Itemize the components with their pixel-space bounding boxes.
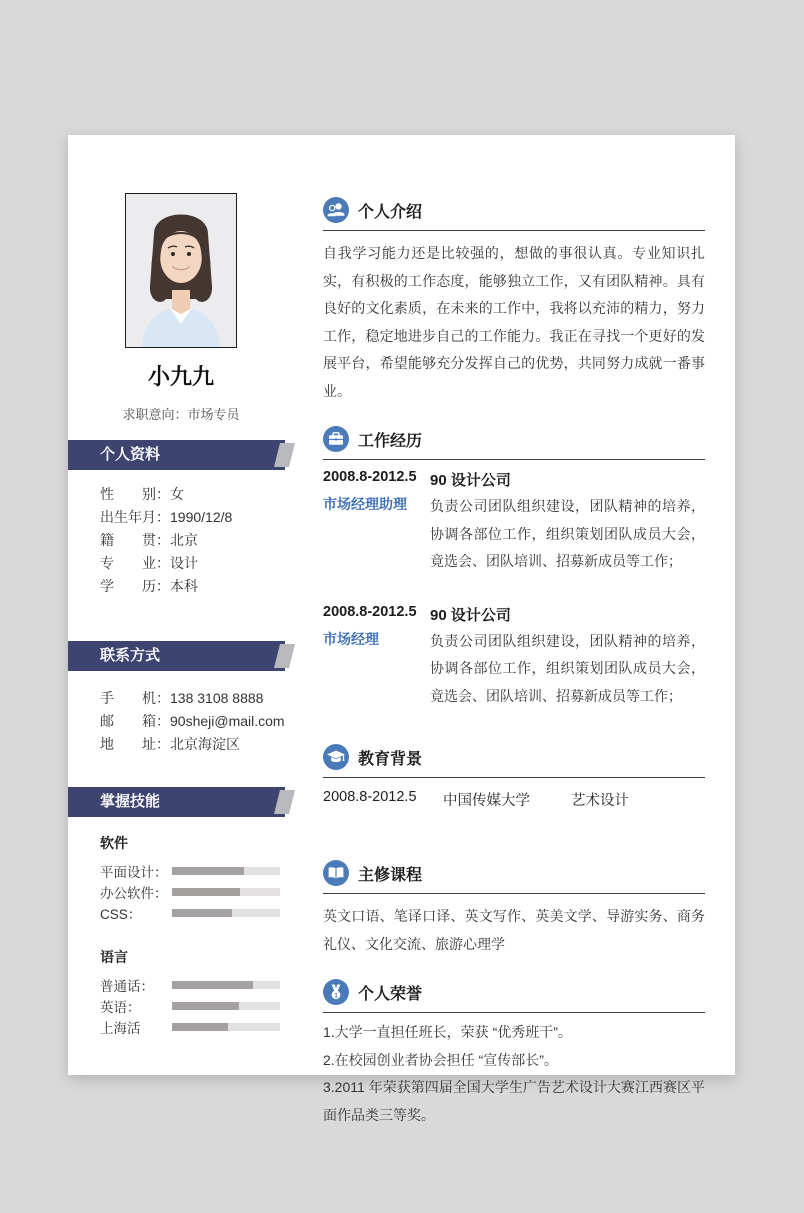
colon: ： — [156, 509, 170, 525]
info-label: 手机 — [100, 690, 156, 706]
user-icon — [323, 197, 349, 223]
section-education — [323, 744, 705, 810]
section-header — [323, 197, 705, 231]
section-courses — [323, 860, 705, 958]
courses-paragraph: 英文口语、笔译口译、英文写作、英美文学、导游实务、商务礼仪、文化交流、旅游心理学 — [323, 908, 705, 952]
section-title: 教育背景 — [358, 750, 423, 768]
skill-label: CSS： — [100, 906, 142, 922]
colon: ： — [156, 555, 170, 571]
section-title: 掌握技能 — [100, 793, 161, 810]
section-title: 个人资料 — [100, 446, 161, 463]
intro-paragraph: 自我学习能力还是比较强的，想做的事很认真。专业知识扎实，有积极的工作态度，能够独立工作，又有团队精神。具有良好的文化素质，在未来的工作中，我将以充沛的精力，努力工作，稳定地进步自己的工作能力。我正在寻找一个更好的发展平台，希望能够充分发挥自己的优势，共同努力成就一番事业。 — [323, 245, 705, 399]
info-row — [100, 552, 232, 575]
colon: ： — [156, 532, 170, 548]
skill-label: 普通话： — [100, 978, 154, 994]
info-row — [100, 575, 232, 598]
honor-item: 3.2011 年荣获第四届全国大学生广告艺术设计大赛江西赛区平面作品类三等奖。 — [323, 1079, 705, 1123]
address-value: 北京海淀区 — [170, 736, 240, 752]
portrait-illustration — [126, 194, 236, 347]
contact-list — [100, 687, 285, 756]
skill-row — [100, 881, 280, 902]
info-value: 女 — [170, 486, 184, 502]
education-major: 艺术设计 — [571, 793, 629, 809]
skill-progress-fill — [172, 981, 253, 989]
info-row — [100, 483, 232, 506]
section-header — [323, 426, 705, 460]
skill-group-language — [100, 947, 280, 1037]
skill-label: 办公软件： — [100, 885, 168, 901]
education-date: 2008.8-2012.5 — [323, 789, 417, 805]
skill-progress-fill — [172, 1002, 239, 1010]
skill-progress-bar — [172, 981, 280, 989]
info-value: 本科 — [170, 578, 198, 594]
contact-row — [100, 710, 285, 733]
skill-group-name: 语言 — [100, 949, 128, 965]
section-title: 主修课程 — [358, 866, 423, 884]
info-value: 1990/12/8 — [170, 509, 233, 525]
info-label: 邮箱 — [100, 713, 156, 729]
svg-text:1: 1 — [334, 992, 338, 1000]
info-row — [100, 506, 232, 529]
honor-item: 1.大学一直担任班长，荣获 “优秀班干”。 — [323, 1024, 572, 1040]
honors-list — [323, 1019, 705, 1129]
resume-page — [68, 135, 735, 1123]
info-value: 北京 — [170, 532, 198, 548]
section-title: 联系方式 — [100, 647, 161, 664]
medal-icon — [323, 979, 349, 1005]
section-header-contact — [68, 641, 285, 671]
work-position: 市场经理助理 — [323, 496, 407, 512]
skill-label: 英语： — [100, 999, 141, 1015]
education-row — [323, 789, 705, 810]
work-entry-meta — [323, 604, 430, 711]
work-company: 90 设计公司 — [430, 606, 511, 624]
info-label: 出生年月 — [100, 509, 156, 525]
skill-row — [100, 860, 280, 881]
colon: ： — [156, 736, 170, 752]
section-header — [323, 744, 705, 778]
skill-label: 平面设计： — [100, 864, 168, 880]
candidate-name: 小九九 — [147, 364, 214, 389]
skill-progress-bar — [172, 1002, 280, 1010]
info-label: 学历 — [100, 578, 156, 594]
right-column — [323, 135, 705, 1129]
work-entry — [323, 469, 705, 576]
skill-label: 上海活 — [100, 1020, 141, 1036]
personal-info-list — [100, 483, 232, 598]
work-date: 2008.8-2012.5 — [323, 469, 417, 485]
section-title: 个人介绍 — [358, 203, 423, 221]
job-intention: 求职意向：市场专员 — [122, 407, 240, 422]
section-intro — [323, 197, 705, 405]
section-header-skills — [68, 787, 285, 817]
colon: ： — [156, 486, 170, 502]
work-entry-meta — [323, 469, 430, 576]
phone-value: 138 3108 8888 — [170, 690, 264, 706]
skill-progress-bar — [172, 867, 280, 875]
work-company: 90 设计公司 — [430, 472, 511, 489]
section-title: 工作经历 — [358, 432, 423, 450]
info-label: 籍贯 — [100, 532, 156, 548]
skill-row — [100, 902, 280, 923]
book-icon — [323, 860, 349, 886]
section-honors — [323, 979, 705, 1129]
info-label: 地址 — [100, 736, 156, 752]
section-header — [323, 860, 705, 894]
info-value: 设计 — [170, 555, 198, 571]
info-label: 专业 — [100, 555, 156, 571]
contact-row — [100, 687, 285, 710]
info-label: 性别 — [100, 486, 156, 502]
skill-group-software — [100, 833, 280, 923]
colon: ： — [156, 578, 170, 594]
skill-progress-fill — [172, 909, 232, 917]
honor-item: 2.在校园创业者协会担任 “宣传部长”。 — [323, 1051, 558, 1068]
info-row — [100, 529, 232, 552]
work-entry-body — [430, 469, 705, 576]
skill-progress-bar — [172, 909, 280, 917]
skill-row — [100, 1016, 280, 1037]
work-date: 2008.8-2012.5 — [323, 603, 417, 620]
skill-progress-bar — [172, 1023, 280, 1031]
work-description: 负责公司团队组织建设，团队精神的培养，协调各部位工作，组织策划团队成员大会，竟选会、团队培训、招募新成员等工作； — [430, 632, 705, 704]
section-title: 个人荣誉 — [358, 985, 423, 1003]
section-header-personal-info — [68, 440, 285, 470]
skill-row — [100, 974, 280, 995]
education-school: 中国传媒大学 — [443, 793, 530, 809]
email-value: 90sheji@mail.com — [170, 713, 285, 729]
section-work — [323, 426, 705, 710]
left-column — [68, 135, 298, 1075]
skill-progress-fill — [172, 888, 240, 896]
contact-row — [100, 733, 285, 756]
briefcase-icon — [323, 426, 349, 452]
work-entry — [323, 604, 705, 711]
section-header — [323, 979, 705, 1013]
graduation-cap-icon — [323, 744, 349, 770]
colon: ： — [156, 713, 170, 729]
skill-progress-fill — [172, 867, 244, 875]
profile-photo — [125, 193, 237, 348]
skill-progress-bar — [172, 888, 280, 896]
work-description: 负责公司团队组织建设，团队精神的培养，协调各部位工作，组织策划团队成员大会，竟选会、团队培训、招募新成员等工作； — [430, 498, 705, 569]
skill-group-name: 软件 — [100, 835, 128, 851]
colon: ： — [156, 690, 170, 706]
work-entry-body — [430, 604, 705, 711]
skill-row — [100, 995, 280, 1016]
skills-block — [100, 833, 280, 1037]
work-position: 市场经理 — [323, 630, 379, 647]
skill-progress-fill — [172, 1023, 228, 1031]
